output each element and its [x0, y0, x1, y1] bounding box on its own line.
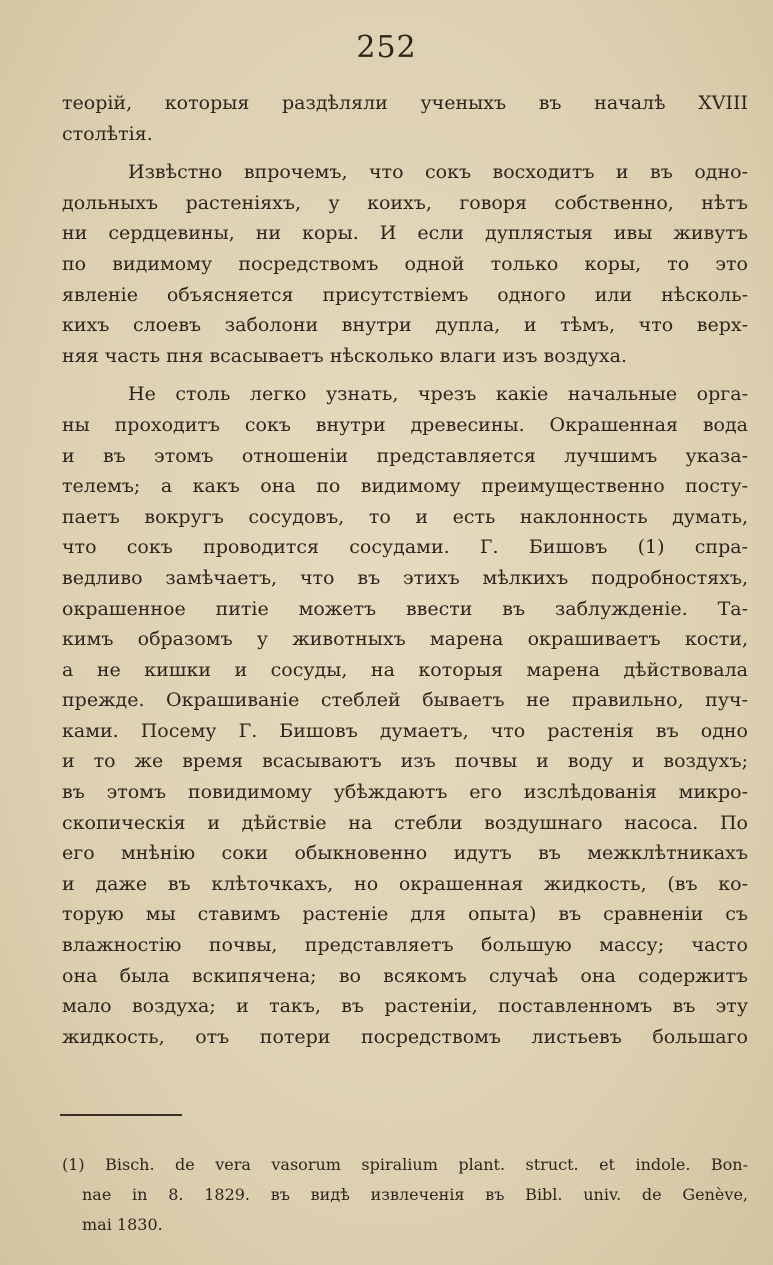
- text-line: въ этомъ повидимому убѣждаютъ его изслѣдованія микро-: [62, 781, 748, 804]
- text-line: его мнѣнію соки обыкновенно идутъ въ межклѣтникахъ: [62, 842, 748, 865]
- body-text: [62, 88, 748, 1052]
- text-line: жидкость, отъ потери посредствомъ листьевъ большаго: [62, 1025, 748, 1048]
- text-line: и въ этомъ отношеніи представляется лучшимъ указа-: [62, 444, 748, 467]
- footnote-line: mai 1830.: [82, 1215, 163, 1234]
- text-line: по видимому посредствомъ одной только коры, то это: [62, 252, 748, 275]
- text-line: явленіе объясняется присутствіемъ одного или нѣсколь-: [62, 283, 748, 306]
- text-line: дольныхъ растеніяхъ, у коихъ, говоря собственно, нѣтъ: [62, 191, 748, 214]
- page-number: 252: [356, 30, 417, 65]
- text-line: и то же время всасываютъ изъ почвы и воду и воздухъ;: [62, 750, 748, 773]
- footnote-line: (1) Bisch. de vera vasorum spiralium plant. struct. et indole. Bon-: [62, 1155, 748, 1174]
- paragraph-gap: [62, 371, 748, 379]
- paragraph-gap: [62, 149, 748, 157]
- text-line: столѣтія.: [62, 122, 153, 145]
- text-line: влажностію почвы, представляетъ большую массу; часто: [62, 934, 748, 957]
- text-line: ны проходитъ сокъ внутри древесины. Окрашенная вода: [62, 413, 748, 436]
- text-line: Не столь легко узнать, чрезъ какіе начальные орга-: [128, 383, 748, 406]
- text-line: ни сердцевины, ни коры. И если дуплястыя ивы живутъ: [62, 222, 748, 245]
- text-line: окрашенное питіе можетъ ввести въ заблужденіе. Та-: [62, 597, 748, 620]
- footnote-divider: [60, 1114, 182, 1116]
- text-line: торую мы ставимъ растеніе для опыта) въ сравненіи съ: [62, 903, 748, 926]
- text-line: паетъ вокругъ сосудовъ, то и есть наклонность думать,: [62, 505, 748, 528]
- footnote: [62, 1150, 748, 1240]
- text-line: кимъ образомъ у животныхъ марена окрашиваетъ кости,: [62, 628, 748, 651]
- text-line: теорій, которыя раздѣляли ученыхъ въ началѣ XVIII: [62, 92, 748, 114]
- text-line: ками. Посему Г. Бишовъ думаетъ, что растенія въ одно: [62, 719, 748, 742]
- text-line: скопическія и дѣйствіе на стебли воздушнаго насоса. По: [62, 811, 748, 834]
- text-line: няя часть пня всасываетъ нѣсколько влаги изъ воздуха.: [62, 344, 627, 367]
- text-line: и даже въ клѣточкахъ, но окрашенная жидкость, (въ ко-: [62, 872, 748, 895]
- text-line: телемъ; а какъ она по видимому преимущественно посту-: [62, 475, 748, 498]
- text-line: а не кишки и сосуды, на которыя марена дѣйствовала: [62, 658, 748, 681]
- text-line: что сокъ проводится сосудами. Г. Бишовъ (1) спра-: [62, 536, 748, 559]
- text-line: она была вскипячена; во всякомъ случаѣ она содержитъ: [62, 964, 748, 987]
- text-line: прежде. Окрашиваніе стеблей бываетъ не правильно, пуч-: [62, 689, 748, 712]
- footnote-line: nae in 8. 1829. въ видѣ извлеченія въ Bibl. univ. de Genève,: [82, 1185, 748, 1204]
- text-line: мало воздуха; и такъ, въ растеніи, поставленномъ въ эту: [62, 995, 748, 1018]
- text-line: ведливо замѣчаетъ, что въ этихъ мѣлкихъ подробностяхъ,: [62, 566, 748, 589]
- text-line: кихъ слоевъ заболони внутри дупла, и тѣмъ, что верх-: [62, 314, 748, 337]
- text-line: Извѣстно впрочемъ, что сокъ восходитъ и въ одно-: [128, 161, 748, 184]
